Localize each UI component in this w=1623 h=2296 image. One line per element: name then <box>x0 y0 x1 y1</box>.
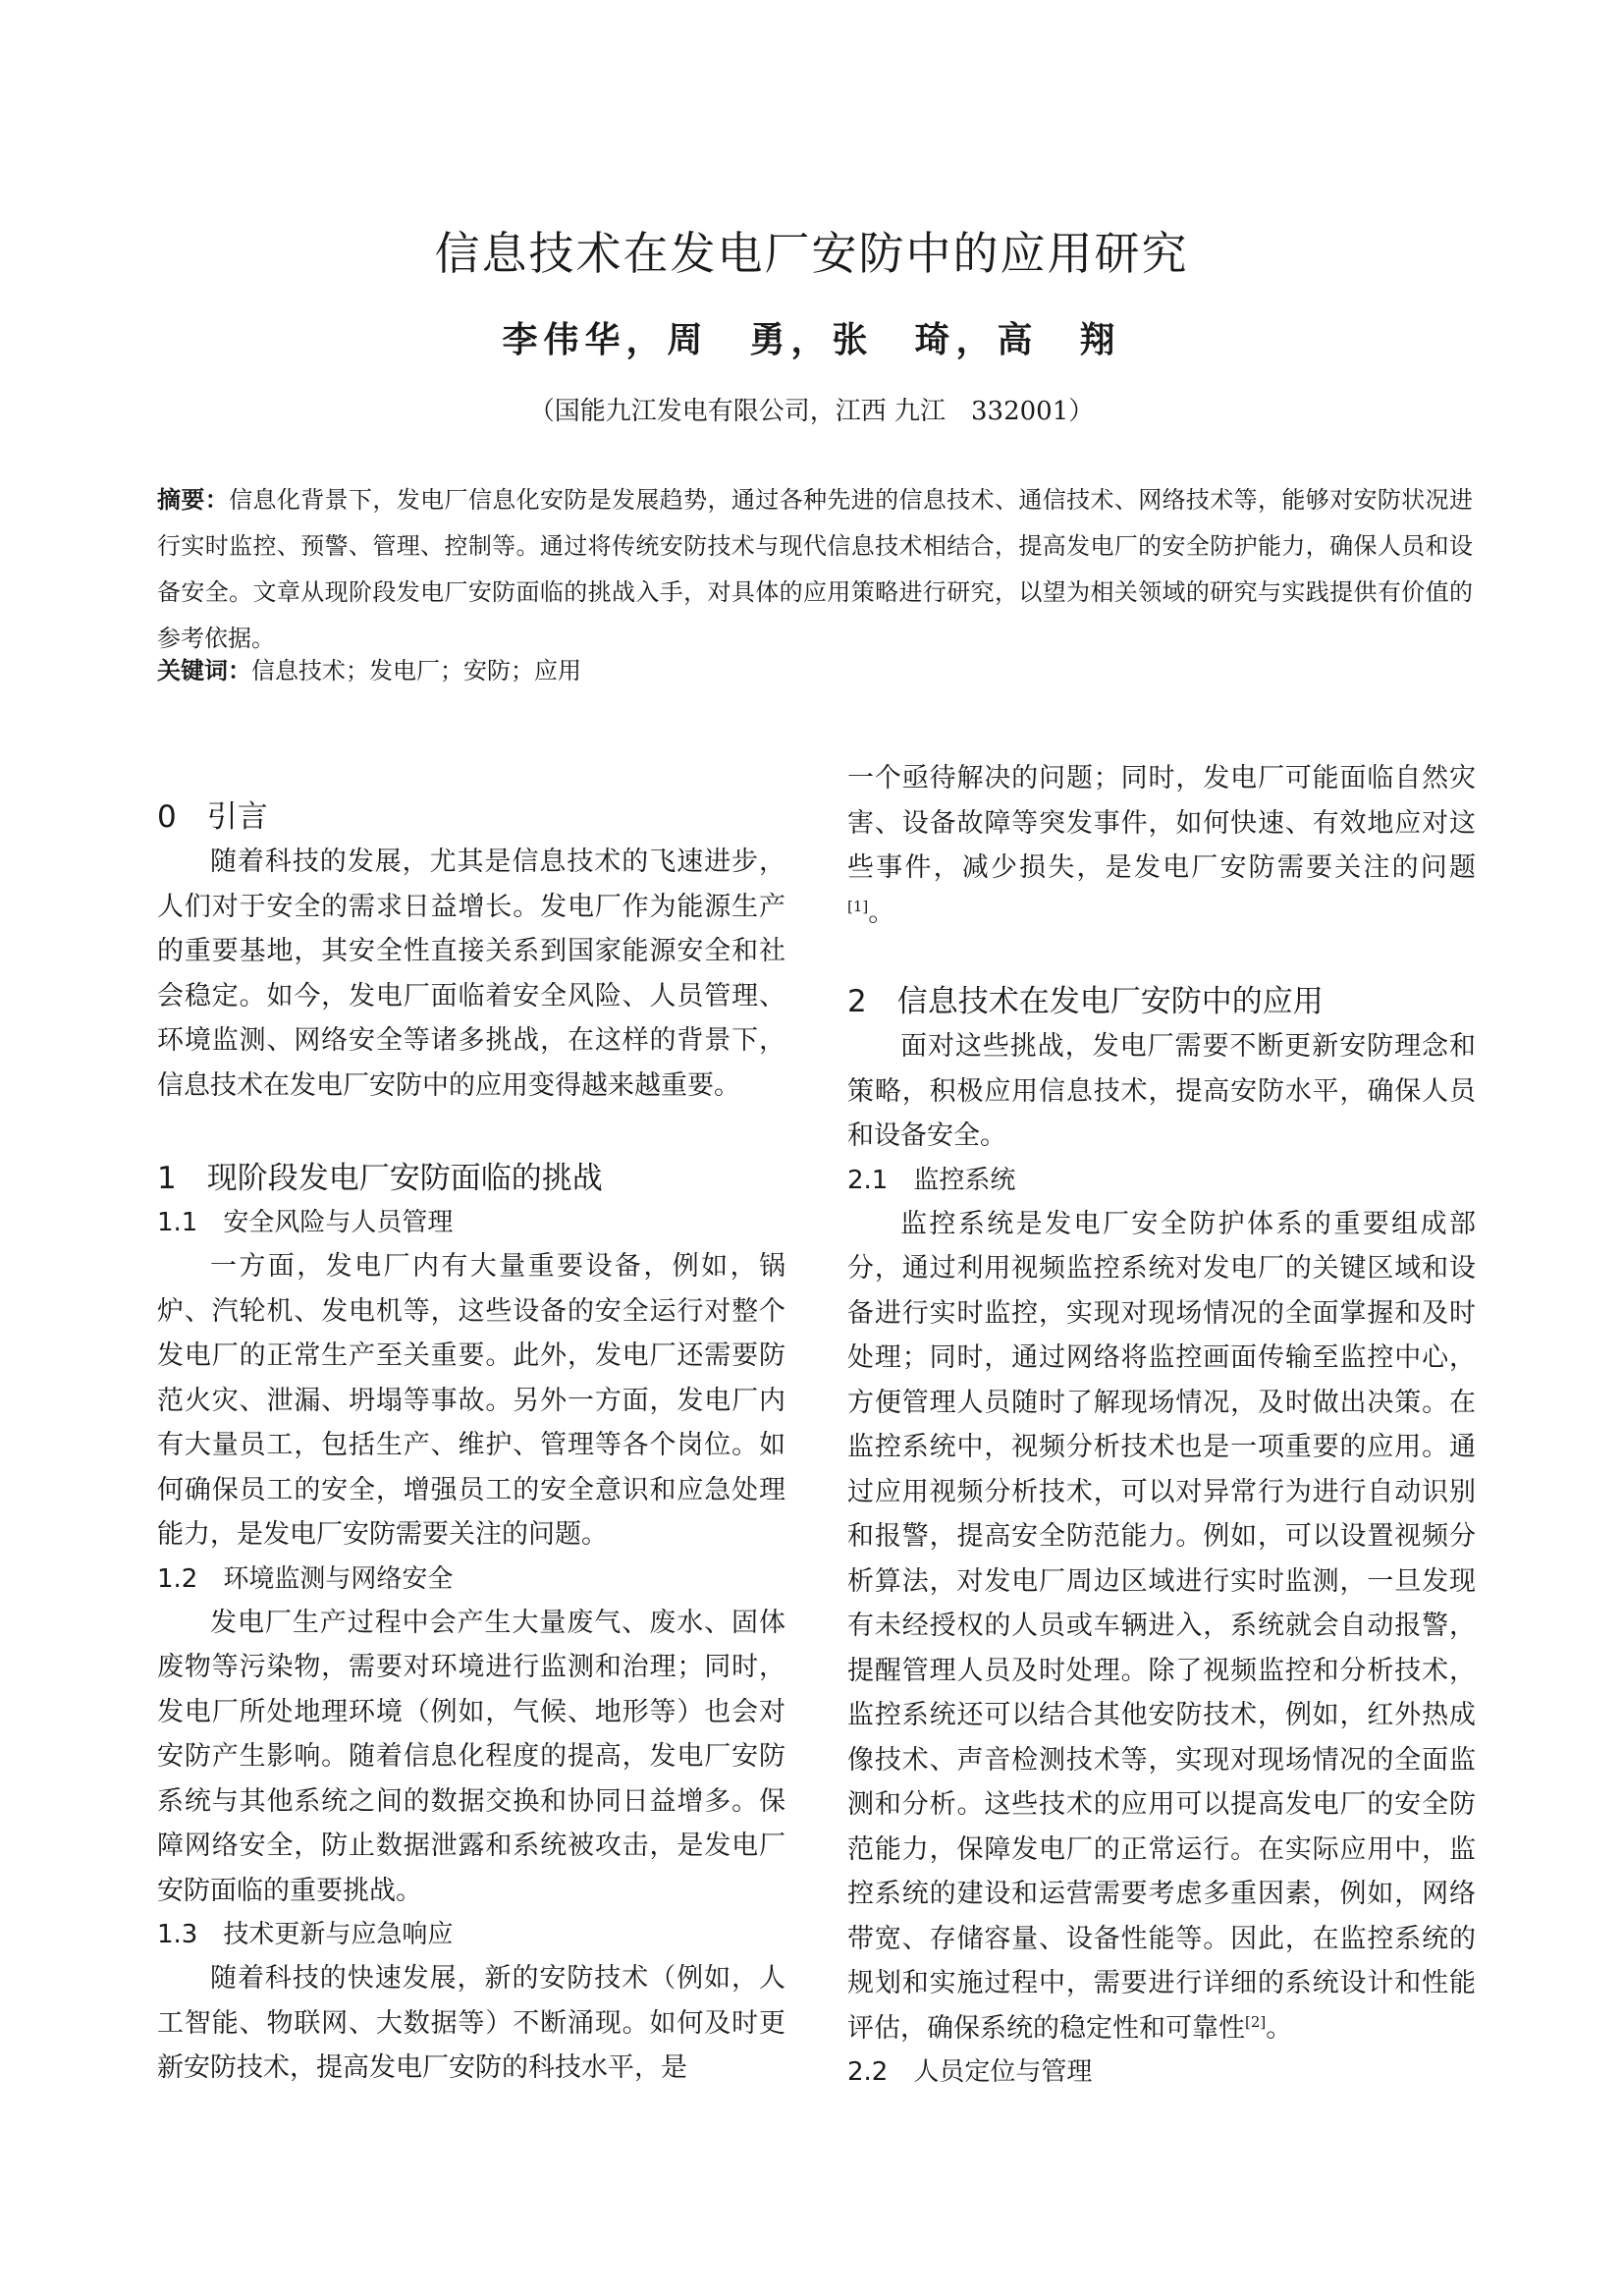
keywords <box>157 651 1473 690</box>
section-1-3-text: 一个亟待解决的问题；同时，发电厂可能面临自然灾害、设备故障等突发事件，如何快速、有效地应对这些事件，减少损失，是发电厂安防需要关注的问题 <box>847 763 1476 883</box>
abstract <box>157 477 1473 662</box>
section-1-2-paragraph: 发电厂生产过程中会产生大量废气、废水、固体废物等污染物，需要对环境进行监测和治理；同时，发电厂所处地理环境（例如，气候、地形等）也会对安防产生影响。随着信息化程度的提高，发电厂安防系统与其他系统之间的数据交换和协同日益增多。保障网络安全，防止数据泄露和系统被攻击，是发电厂安防面临的重要挑战。 <box>157 1607 785 1906</box>
affiliation: （国能九江发电有限公司，江西 九江 332001） <box>528 397 1095 426</box>
citation-2: [2] <box>1245 2012 1267 2031</box>
section-2-1-paragraph <box>847 1202 1476 2051</box>
section-1-1-paragraph: 一方面，发电厂内有大量重要设备，例如，锅炉、汽轮机、发电机等，这些设备的安全运行对整个发电厂的正常生产至关重要。此外，发电厂还需要防范火灾、泄漏、坍塌等事故。另外一方面，发电厂内有大量员工，包括生产、维护、管理等各个岗位。如何确保员工的安全，增强员工的安全意识和应急处理能力，是发电厂安防需要关注的问题。 <box>157 1251 785 1550</box>
section-2-paragraph: 面对这些挑战，发电厂需要不断更新安防理念和策略，积极应用信息技术，提高安防水平，确保人员和设备安全。 <box>847 1031 1476 1151</box>
author-list: 李伟华，周 勇，张 琦，高 翔 <box>502 319 1121 360</box>
section-1-1-heading: 1.1 安全风险与人员管理 <box>157 1208 454 1237</box>
section-1-2-heading: 1.2 环境监测与网络安全 <box>157 1563 454 1594</box>
section-2-1-heading: 2.1 监控系统 <box>847 1165 1016 1195</box>
section-1-3-paragraph-continued <box>847 756 1476 935</box>
section-2-heading: 2 信息技术在发电厂安防中的应用 <box>847 984 1324 1019</box>
keywords-text: 信息技术；发电厂；安防；应用 <box>251 657 581 684</box>
section-2-2-heading: 2.2 人员定位与管理 <box>847 2057 1093 2087</box>
section-0-heading: 0 引言 <box>157 799 268 835</box>
right-column <box>847 756 1476 2094</box>
abstract-text: 信息化背景下，发电厂信息化安防是发展趋势，通过各种先进的信息技术、通信技术、网络技术等，能够对安防状况进行实时监控、预警、管理、控制等。通过将传统安防技术与现代信息技术相结合，提高发电厂的安全防护能力，确保人员和设备安全。文章从现阶段发电厂安防面临的挑战入手，对具体的应用策略进行研究，以望为相关领域的研究与实践提供有价值的参考依据。 <box>157 486 1474 652</box>
keywords-label: 关键词： <box>157 657 251 684</box>
paper-title: 信息技术在发电厂安防中的应用研究 <box>434 227 1189 280</box>
citation-1: [1] <box>847 897 869 915</box>
section-2-1-end: 。 <box>1266 2012 1293 2044</box>
section-1-3-paragraph-start: 随着科技的快速发展，新的安防技术（例如，人工智能、物联网、大数据等）不断涌现。如何及时更新安防技术，提高发电厂安防的科技水平，是 <box>157 1963 785 2083</box>
left-column <box>157 756 785 2091</box>
section-0-paragraph: 随着科技的发展，尤其是信息技术的飞速进步，人们对于安全的需求日益增长。发电厂作为能源生产的重要基地，其安全性直接关系到国家能源安全和社会稳定。如今，发电厂面临着安全风险、人员管理、环境监测、网络安全等诸多挑战，在这样的背景下，信息技术在发电厂安防中的应用变得越来越重要。 <box>157 847 785 1101</box>
section-2-1-text: 监控系统是发电厂安全防护体系的重要组成部分，通过利用视频监控系统对发电厂的关键区域和设备进行实时监控，实现对现场情况的全面掌握和及时处理；同时，通过网络将监控画面传输至监控中心，方便管理人员随时了解现场情况，及时做出决策。在监控系统中，视频分析技术也是一项重要的应用。通过应用视频分析技术，可以对异常行为进行自动识别和报警，提高安全防范能力。例如，可以设置视频分析算法，对发电厂周边区域进行实时监测，一旦发现有未经授权的人员或车辆进入，系统就会自动报警，提醒管理人员及时处理。除了视频监控和分析技术，监控系统还可以结合其他安防技术，例如，红外热成像技术、声音检测技术等，实现对现场情况的全面监测和分析。这些技术的应用可以提高发电厂的安全防范能力，保障发电厂的正常运行。在实际应用中，监控系统的建设和运营需要考虑多重因素，例如，网络带宽、存储容量、设备性能等。因此，在监控系统的规划和实施过程中，需要进行详细的系统设计和性能评估，确保系统的稳定性和可靠性 <box>847 1208 1476 2044</box>
section-1-3-end: 。 <box>868 897 895 928</box>
abstract-label: 摘要： <box>157 486 230 514</box>
section-1-heading: 1 现阶段发电厂安防面临的挑战 <box>157 1161 603 1196</box>
section-1-3-heading: 1.3 技术更新与应急响应 <box>157 1920 454 1949</box>
